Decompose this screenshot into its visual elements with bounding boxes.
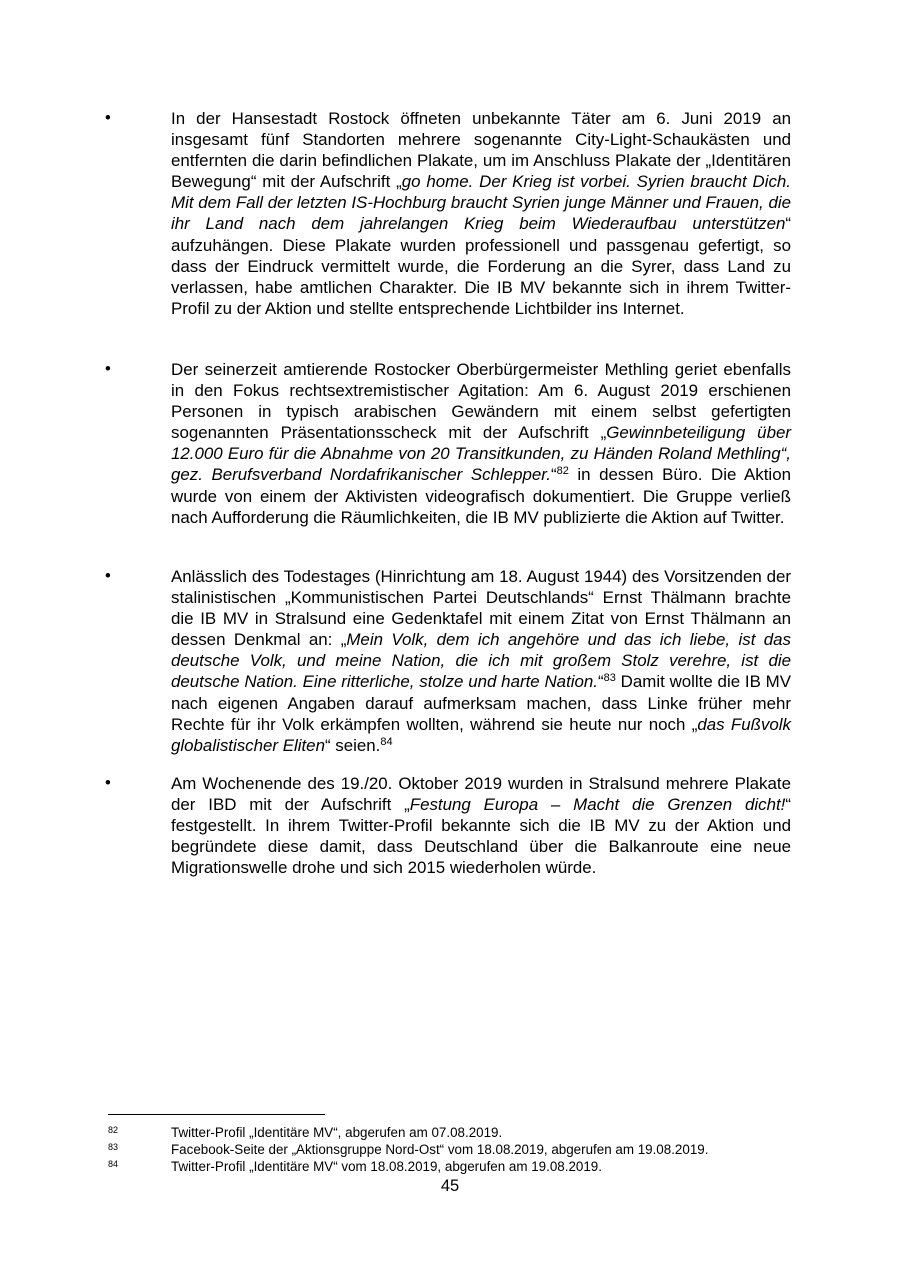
paragraph: Der seinerzeit amtierende Rostocker Oberbürgermeister Methling geriet ebenfalls in den Fokus rechtsextremistischer Agitation: Am 6. August 2019 erschienen Personen in typisch arabischen Gewändern mit einem selbst gefertigten sogenannten Präsentationsscheck mit der Aufschrift „Gewinnbeteiligung über 12.000 Euro für die Abnahme von 20 Transitkunden, zu Händen Roland Methling“, gez. Berufsverband Nordafrikanischer Schlepper.“$^{82}$ in dessen Büro. Die Aktion wurde von einem der Aktivisten videografisch dokumentiert. Die Gruppe verließ nach Aufforderung die Räumlichkeiten, die IB MV publizierte die Aktion auf Twitter. — [171, 360, 791, 527]
footnote-text: Twitter-Profil „Identitäre MV“ vom 18.08.2019, abgerufen am 19.08.2019. — [171, 1159, 602, 1174]
bullet-marker: • — [105, 567, 111, 585]
paragraph: Anlässlich des Todestages (Hinrichtung am 18. August 1944) des Vorsitzenden der stalinistischen „Kommunistischen Partei Deutschlands“ Ernst Thälmann brachte die IB MV in Stralsund eine Gedenktafel mit einem Zitat von Ernst Thälmann an dessen Denkmal an: „Mein Volk, dem ich angehöre und das ich liebe, ist das deutsche Volk, und meine Nation, die ich mit großem Stolz verehre, ist die deutsche Nation. Eine ritterliche, stolze und harte Nation.“$^{83}$ Damit wollte die IB MV nach eigenen Angaben darauf aufmerksam machen, dass Linke früher mehr Rechte für ihr Volk erkämpfen wollten, während sie heute nur noch „das Fußvolk globalistischer Eliten“ seien.$^{84}$ — [171, 567, 791, 755]
footnote-ref[interactable]: 84 — [380, 735, 393, 748]
footnote-number: 83 — [108, 1142, 119, 1152]
paragraph: In der Hansestadt Rostock öffneten unbekannte Täter am 6. Juni 2019 an insgesamt fünf Standorten mehrere sogenannte City-Light-Schaukästen und entfernten die darin befindlichen Plakate, um im Anschluss Plakate der „Identitären Bewegung“ mit der Aufschrift „go home. Der Krieg ist vorbei. Syrien braucht Dich. Mit dem Fall der letzten IS-Hochburg braucht Syrien junge Männer und Frauen, die ihr Land nach dem jahrelangen Krieg beim Wiederaufbau unterstützen“ aufzuhängen. Diese Plakate wurden professionell und passgenau gefertigt, so dass der Eindruck vermittelt wurde, die Forderung an die Syrer, dass Land zu verlassen, habe amtlichen Charakter. Die IB MV bekannte sich in ihrem Twitter-Profil zu der Aktion und stellte entsprechende Lichtbilder ins Internet. — [171, 109, 791, 318]
footnote-number: 82 — [108, 1125, 119, 1135]
footnote-ref[interactable]: 82 — [556, 465, 569, 478]
footnote-number: 84 — [108, 1159, 119, 1169]
bullet-marker: • — [105, 360, 111, 378]
paragraph: Am Wochenende des 19./20. Oktober 2019 wurden in Stralsund mehrere Plakate der IBD mit der Aufschrift „Festung Europa – Macht die Grenzen dicht!“ festgestellt. In ihrem Twitter-Profil bekannte sich die IB MV zu der Aktion und begründete diese damit, dass Deutschland über die Balkanroute eine neue Migrationswelle drohe und sich 2015 wiederholen würde. — [171, 774, 791, 878]
page-number: 45 — [440, 1177, 460, 1195]
bullet-marker: • — [105, 109, 111, 127]
footnote-ref[interactable]: 83 — [603, 672, 616, 685]
footnote-text: Facebook-Seite der „Aktionsgruppe Nord-Ost“ vom 18.08.2019, abgerufen am 19.08.2019. — [171, 1142, 709, 1157]
bullet-marker: • — [105, 774, 111, 792]
footnote-text: Twitter-Profil „Identitäre MV“, abgerufen am 07.08.2019. — [171, 1125, 503, 1140]
footnote-separator — [108, 1114, 325, 1115]
